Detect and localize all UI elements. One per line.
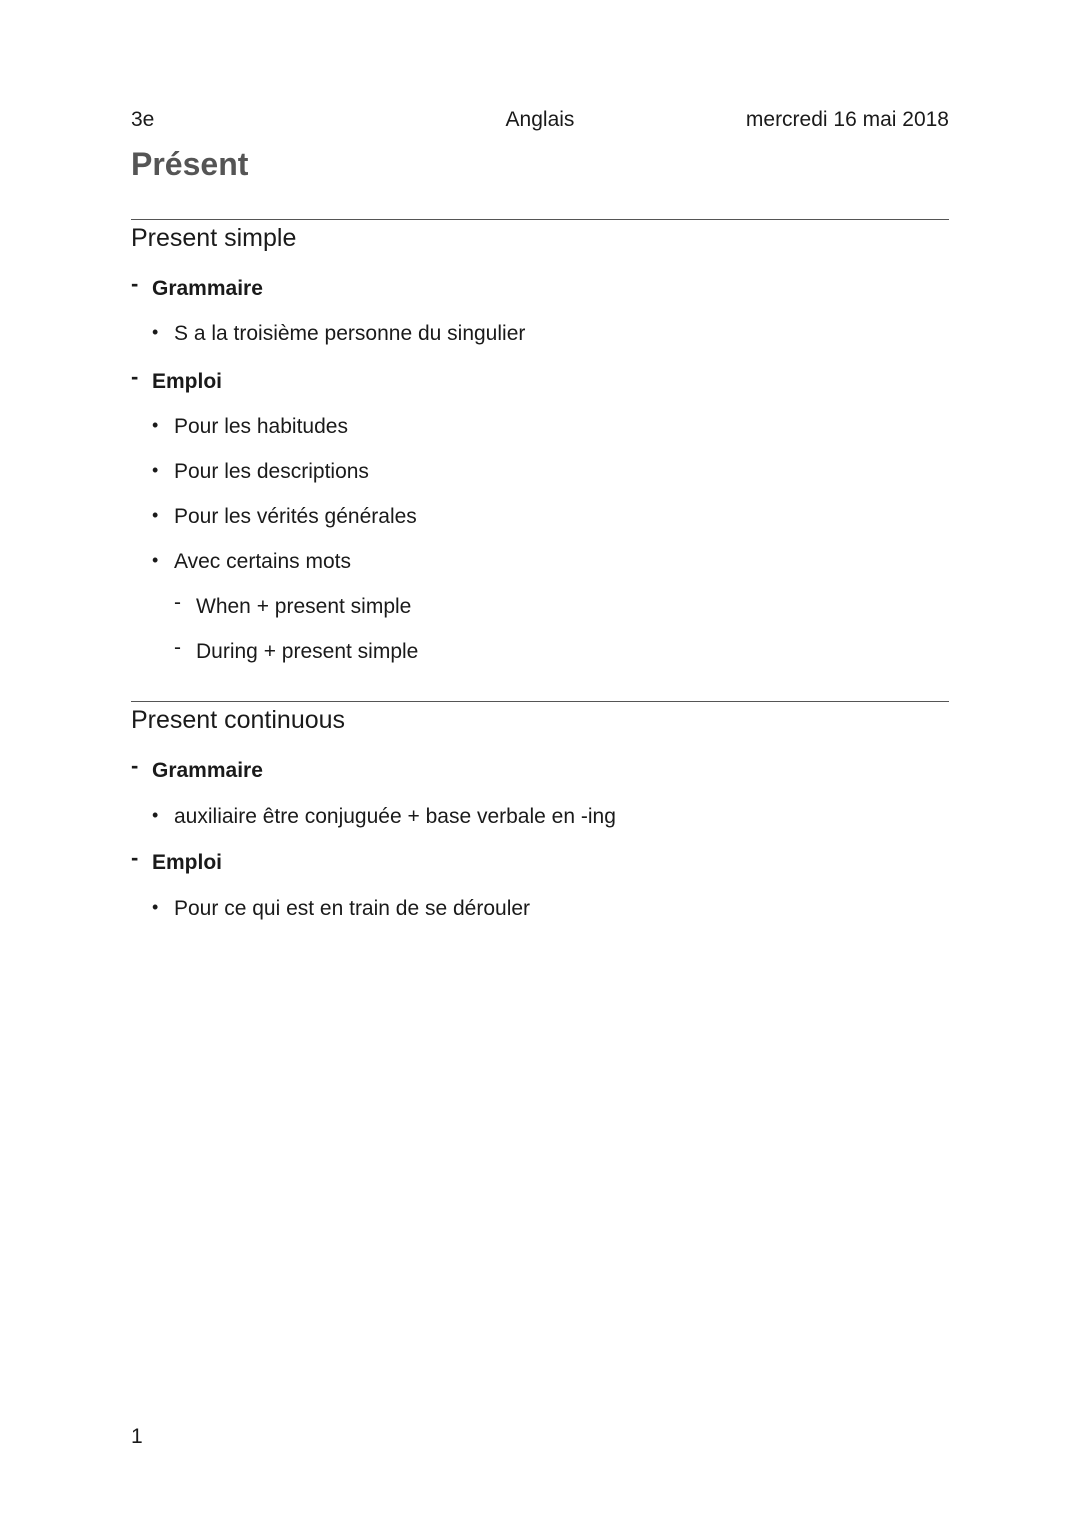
bullet-marker: • (152, 505, 159, 525)
page-header (131, 108, 949, 136)
list-item-text: auxiliaire être conjuguée + base verbale en -ing (174, 805, 616, 828)
list-item-text: Pour ce qui est en train de se dérouler (174, 897, 531, 920)
header-level: 3e (131, 108, 155, 131)
bullet-marker: • (152, 460, 159, 480)
group-label: Grammaire (152, 759, 263, 782)
section-title-present-simple: Present simple (131, 224, 297, 252)
bullet-marker: • (152, 415, 159, 435)
group-label: Grammaire (152, 277, 263, 300)
dash-marker: - (131, 845, 139, 870)
bullet-marker: • (152, 897, 159, 917)
list-item-text: Pour les habitudes (174, 415, 348, 438)
sub-dash-marker: - (174, 591, 181, 614)
sub-list-item-text: When + present simple (196, 595, 412, 618)
header-date: mercredi 16 mai 2018 (745, 108, 949, 131)
list-item-text: Pour les descriptions (174, 460, 369, 483)
list-item-text: S a la troisième personne du singulier (174, 322, 526, 345)
dash-marker: - (131, 753, 139, 778)
group-label: Emploi (152, 851, 223, 874)
section-divider (131, 701, 949, 702)
dash-marker: - (131, 271, 139, 296)
sub-list-item-text: During + present simple (196, 640, 419, 663)
bullet-marker: • (152, 550, 159, 570)
bullet-marker: • (152, 805, 159, 825)
document-page (131, 0, 949, 1527)
sub-dash-marker: - (174, 636, 181, 659)
list-item-text: Pour les vérités générales (174, 505, 417, 528)
dash-marker: - (131, 364, 139, 389)
section-title-present-continuous: Present continuous (131, 706, 346, 734)
list-item-text: Avec certains mots (174, 550, 352, 573)
group-label: Emploi (152, 370, 223, 393)
section-divider (131, 219, 949, 220)
page-number: 1 (131, 1425, 143, 1448)
bullet-marker: • (152, 322, 159, 342)
page-title: Présent (131, 146, 249, 182)
header-subject: Anglais (505, 108, 575, 131)
